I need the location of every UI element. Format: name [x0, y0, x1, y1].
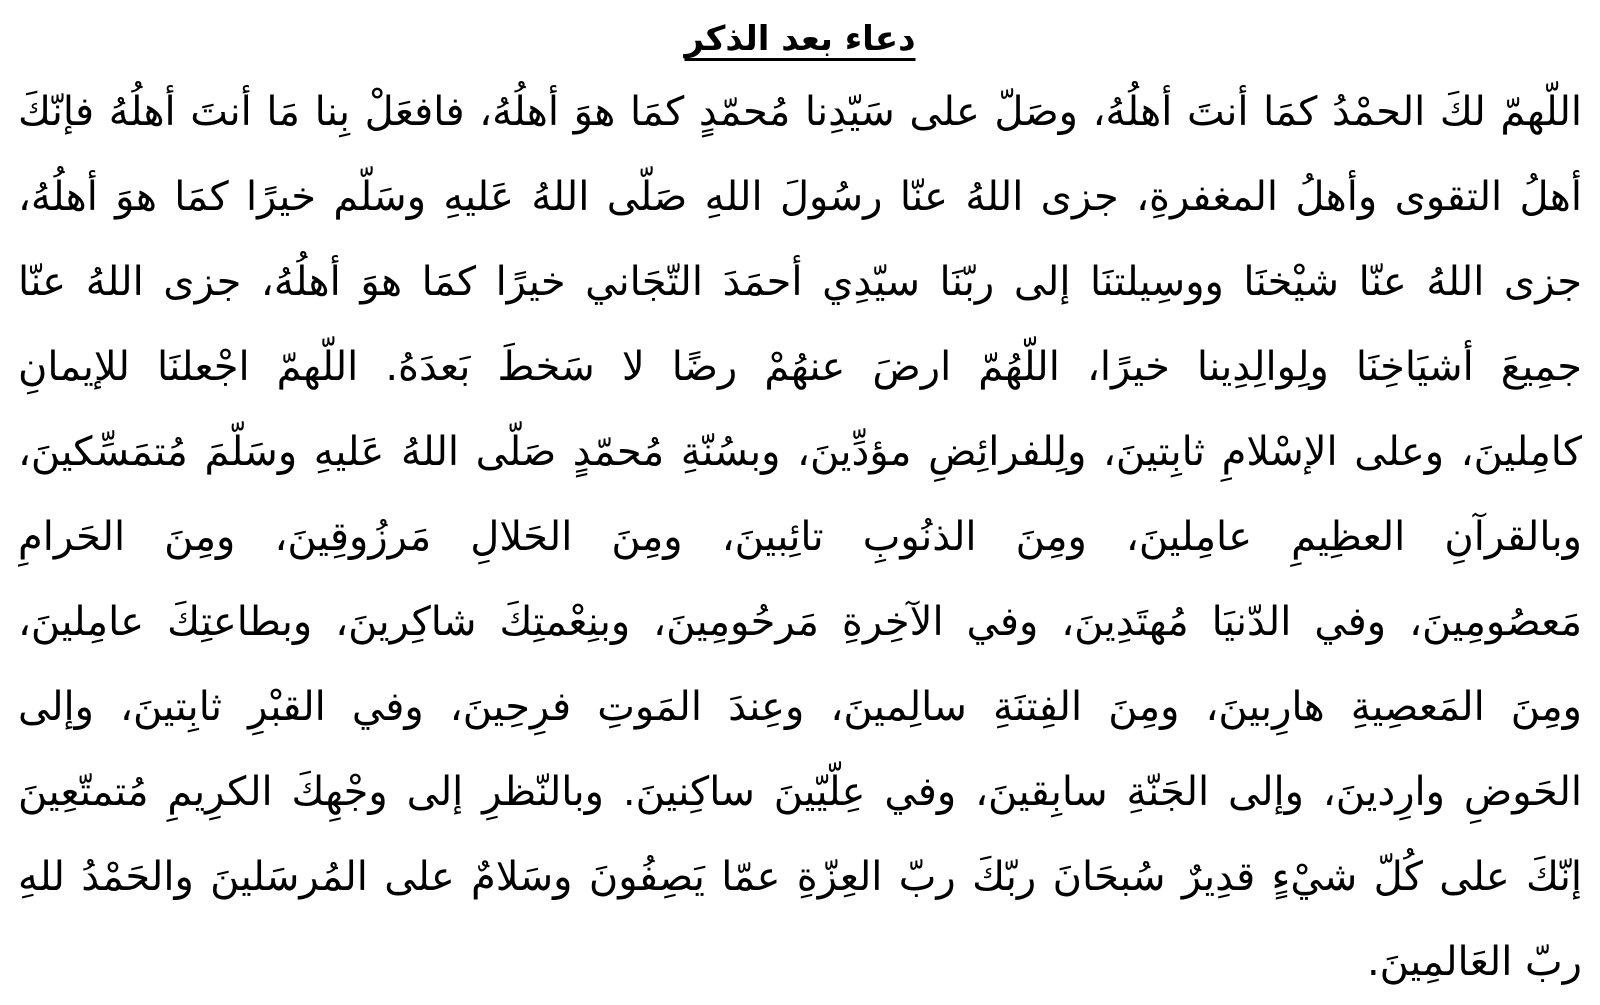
prayer-text	[18, 70, 1582, 1005]
text-line-10: إنّكَ على كُلّ شيْءٍ قدِيرٌ سُبحَانَ ربّكَ ربّ العِزّةِ عمّا يَصِفُونَ وسَلامٌ على المُرسَلينَ والحَمْدُ للهِ	[18, 854, 1582, 900]
text-line-6: وبالقرآنِ العظِيمِ عامِلينَ، ومِنَ الذنُوبِ تائِبينَ، ومِنَ الحَلالِ مَرزُوقِينَ، ومِنَ الحَرامِ	[18, 514, 1582, 560]
text-line-7: مَعصُومِينَ، وفي الدّنيَا مُهتَدِينَ، وفي الآخِرةِ مَرحُومِينَ، وبنِعْمتِكَ شاكِرينَ، وبطاعتِكَ عامِلينَ،	[18, 599, 1582, 645]
text-line-1: اللّهمّ لكَ الحمْدُ كمَا أنتَ أهلُهُ، وصَلّ على سَيّدِنا مُحمّدٍ كمَا هوَ أهلُهُ، فافعَلْ بِنا مَا أنتَ أهلُهُ فإنّكَ	[18, 89, 1582, 135]
text-line-8: ومِنَ المَعصِيةِ هارِبينَ، ومِنَ الفِتنَةِ سالِمينَ، وعِندَ المَوتِ فرِحِينَ، وفي القبْرِ ثابِتينَ، وإلى	[18, 684, 1582, 730]
text-line-4: جمِيعَ أشيَاخِنَا ولِوالِدِينا خيرًا، اللّهُمّ ارضَ عنهُمْ رضًا لا سَخطَ بَعدَهُ. اللّهمّ اجْعلنَا للإيمانِ	[18, 344, 1582, 390]
text-line-9: الحَوضِ وارِدينَ، وإلى الجَنّةِ سابِقينَ، وفي عِلّيّينَ ساكِنينَ. وبالنّظرِ إلى وجْهِكَ الكرِيمِ مُتمتّعِينَ	[18, 769, 1582, 815]
text-line-2: أهلُ التقوى وأهلُ المغفرةِ، جزى اللهُ عنّا رسُولَ اللهِ صَلّى اللهُ عَليهِ وسَلّم خيرًا كمَا هوَ أهلُهُ،	[18, 174, 1582, 220]
text-line-11: ربّ العَالمِينَ.	[1366, 939, 1582, 985]
text-line-5: كامِلينَ، وعلى الإسْلامِ ثابِتينَ، ولِلفرائِضِ مؤدِّينَ، وبسُنّةِ مُحمّدٍ صَلّى اللهُ عَليهِ وسَلّمَ مُتمَسِّكينَ،	[18, 429, 1582, 475]
title-container	[18, 8, 1582, 70]
document-title: دعاء بعد الذكر	[684, 19, 916, 59]
text-line-3: جزى اللهُ عنّا شيْخنَا ووسِيلتنَا إلى ربّنَا سيّدِي أحمَدَ التّجَاني خيرًا كمَا هوَ أهلُهُ، جزى اللهُ عنّا	[18, 259, 1582, 305]
